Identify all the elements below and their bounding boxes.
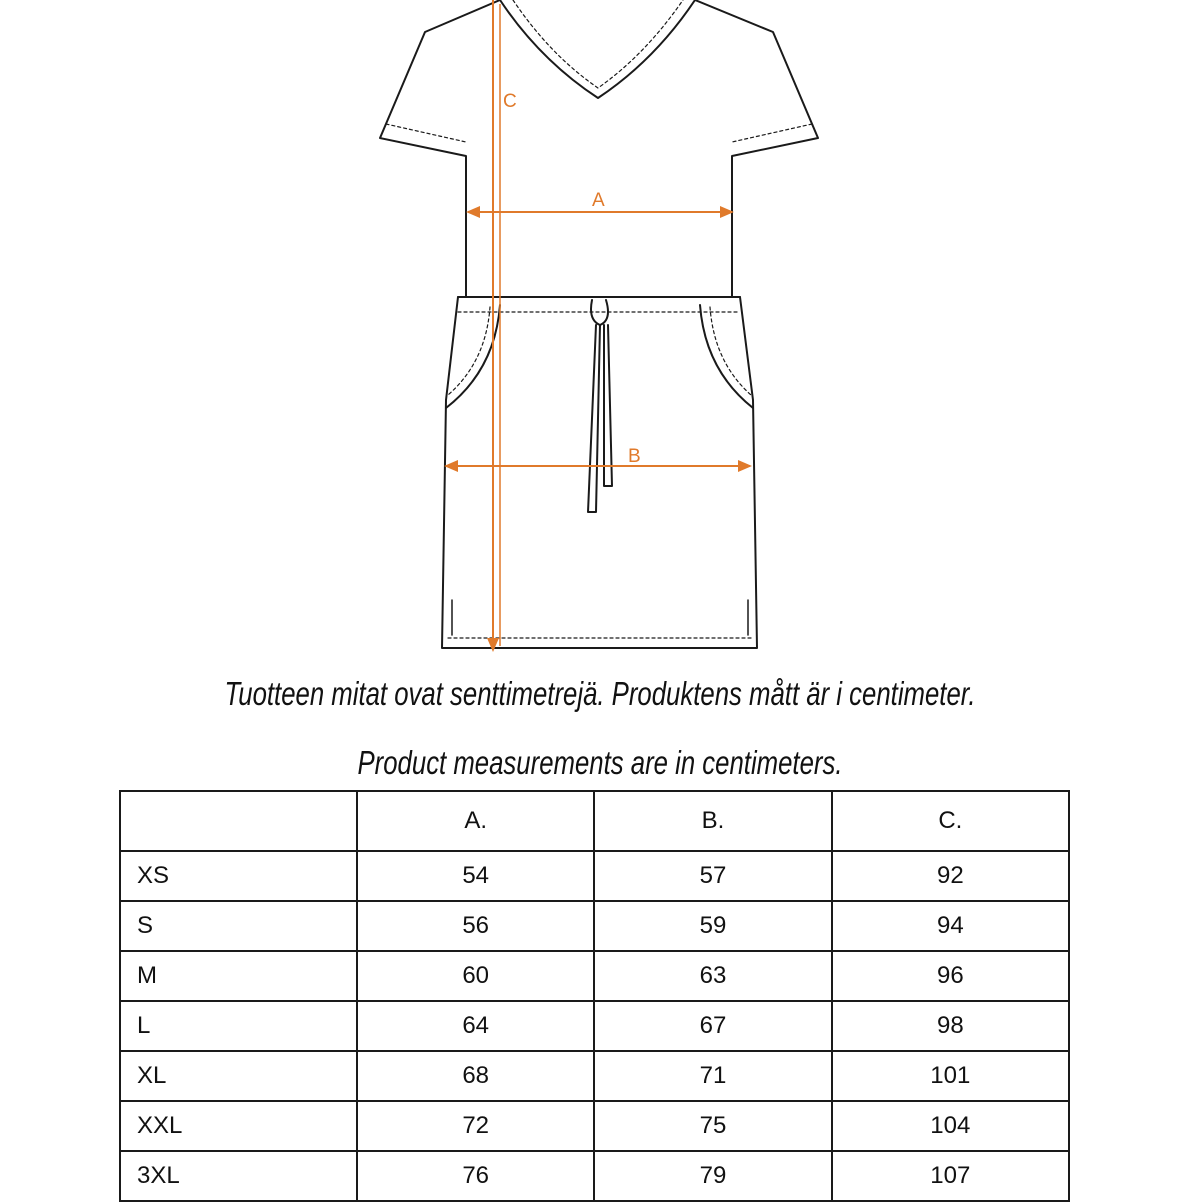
dimension-label-b: B bbox=[628, 446, 641, 467]
header-a: A. bbox=[357, 791, 594, 851]
drawstring bbox=[588, 300, 612, 512]
table-row bbox=[120, 851, 1069, 901]
caption-finnish-swedish: Tuotteen mitat ovat senttimetrejä. Produktens mått är i centimeter. bbox=[224, 675, 976, 712]
header-c: C. bbox=[832, 791, 1069, 851]
measurement-cell: 79 bbox=[594, 1151, 831, 1201]
size-cell: L bbox=[120, 1001, 357, 1051]
dimension-label-a: A bbox=[592, 190, 605, 211]
measurement-cell: 101 bbox=[832, 1051, 1069, 1101]
caption-english: Product measurements are in centimeters. bbox=[357, 744, 843, 781]
header-b: B. bbox=[594, 791, 831, 851]
size-chart-table bbox=[119, 790, 1070, 1202]
measurement-cell: 94 bbox=[832, 901, 1069, 951]
table-row bbox=[120, 1051, 1069, 1101]
dimension-label-c: C bbox=[503, 91, 517, 112]
measurement-cell: 72 bbox=[357, 1101, 594, 1151]
bodice-outline bbox=[380, 0, 818, 297]
table-row bbox=[120, 1001, 1069, 1051]
table-header-row bbox=[120, 791, 1069, 851]
size-cell: XS bbox=[120, 851, 357, 901]
v-neckline bbox=[500, 0, 695, 98]
table-row bbox=[120, 951, 1069, 1001]
measurement-cell: 68 bbox=[357, 1051, 594, 1101]
measurement-cell: 104 bbox=[832, 1101, 1069, 1151]
measurement-cell: 67 bbox=[594, 1001, 831, 1051]
measurement-cell: 60 bbox=[357, 951, 594, 1001]
measurement-cell: 98 bbox=[832, 1001, 1069, 1051]
table-row bbox=[120, 1101, 1069, 1151]
size-cell: M bbox=[120, 951, 357, 1001]
right-pocket bbox=[700, 305, 753, 408]
measurement-cell: 76 bbox=[357, 1151, 594, 1201]
measurement-cell: 63 bbox=[594, 951, 831, 1001]
table-row bbox=[120, 1151, 1069, 1201]
measurement-cell: 96 bbox=[832, 951, 1069, 1001]
header-size bbox=[120, 791, 357, 851]
measurement-cell: 71 bbox=[594, 1051, 831, 1101]
measurement-cell: 64 bbox=[357, 1001, 594, 1051]
measurement-cell: 59 bbox=[594, 901, 831, 951]
size-cell: XXL bbox=[120, 1101, 357, 1151]
table-row bbox=[120, 901, 1069, 951]
size-cell: XL bbox=[120, 1051, 357, 1101]
measurement-cell: 92 bbox=[832, 851, 1069, 901]
measurement-cell: 56 bbox=[357, 901, 594, 951]
measurement-cell: 107 bbox=[832, 1151, 1069, 1201]
measurement-cell: 75 bbox=[594, 1101, 831, 1151]
measurement-cell: 57 bbox=[594, 851, 831, 901]
size-cell: S bbox=[120, 901, 357, 951]
measurement-cell: 54 bbox=[357, 851, 594, 901]
size-cell: 3XL bbox=[120, 1151, 357, 1201]
left-pocket bbox=[446, 305, 500, 408]
